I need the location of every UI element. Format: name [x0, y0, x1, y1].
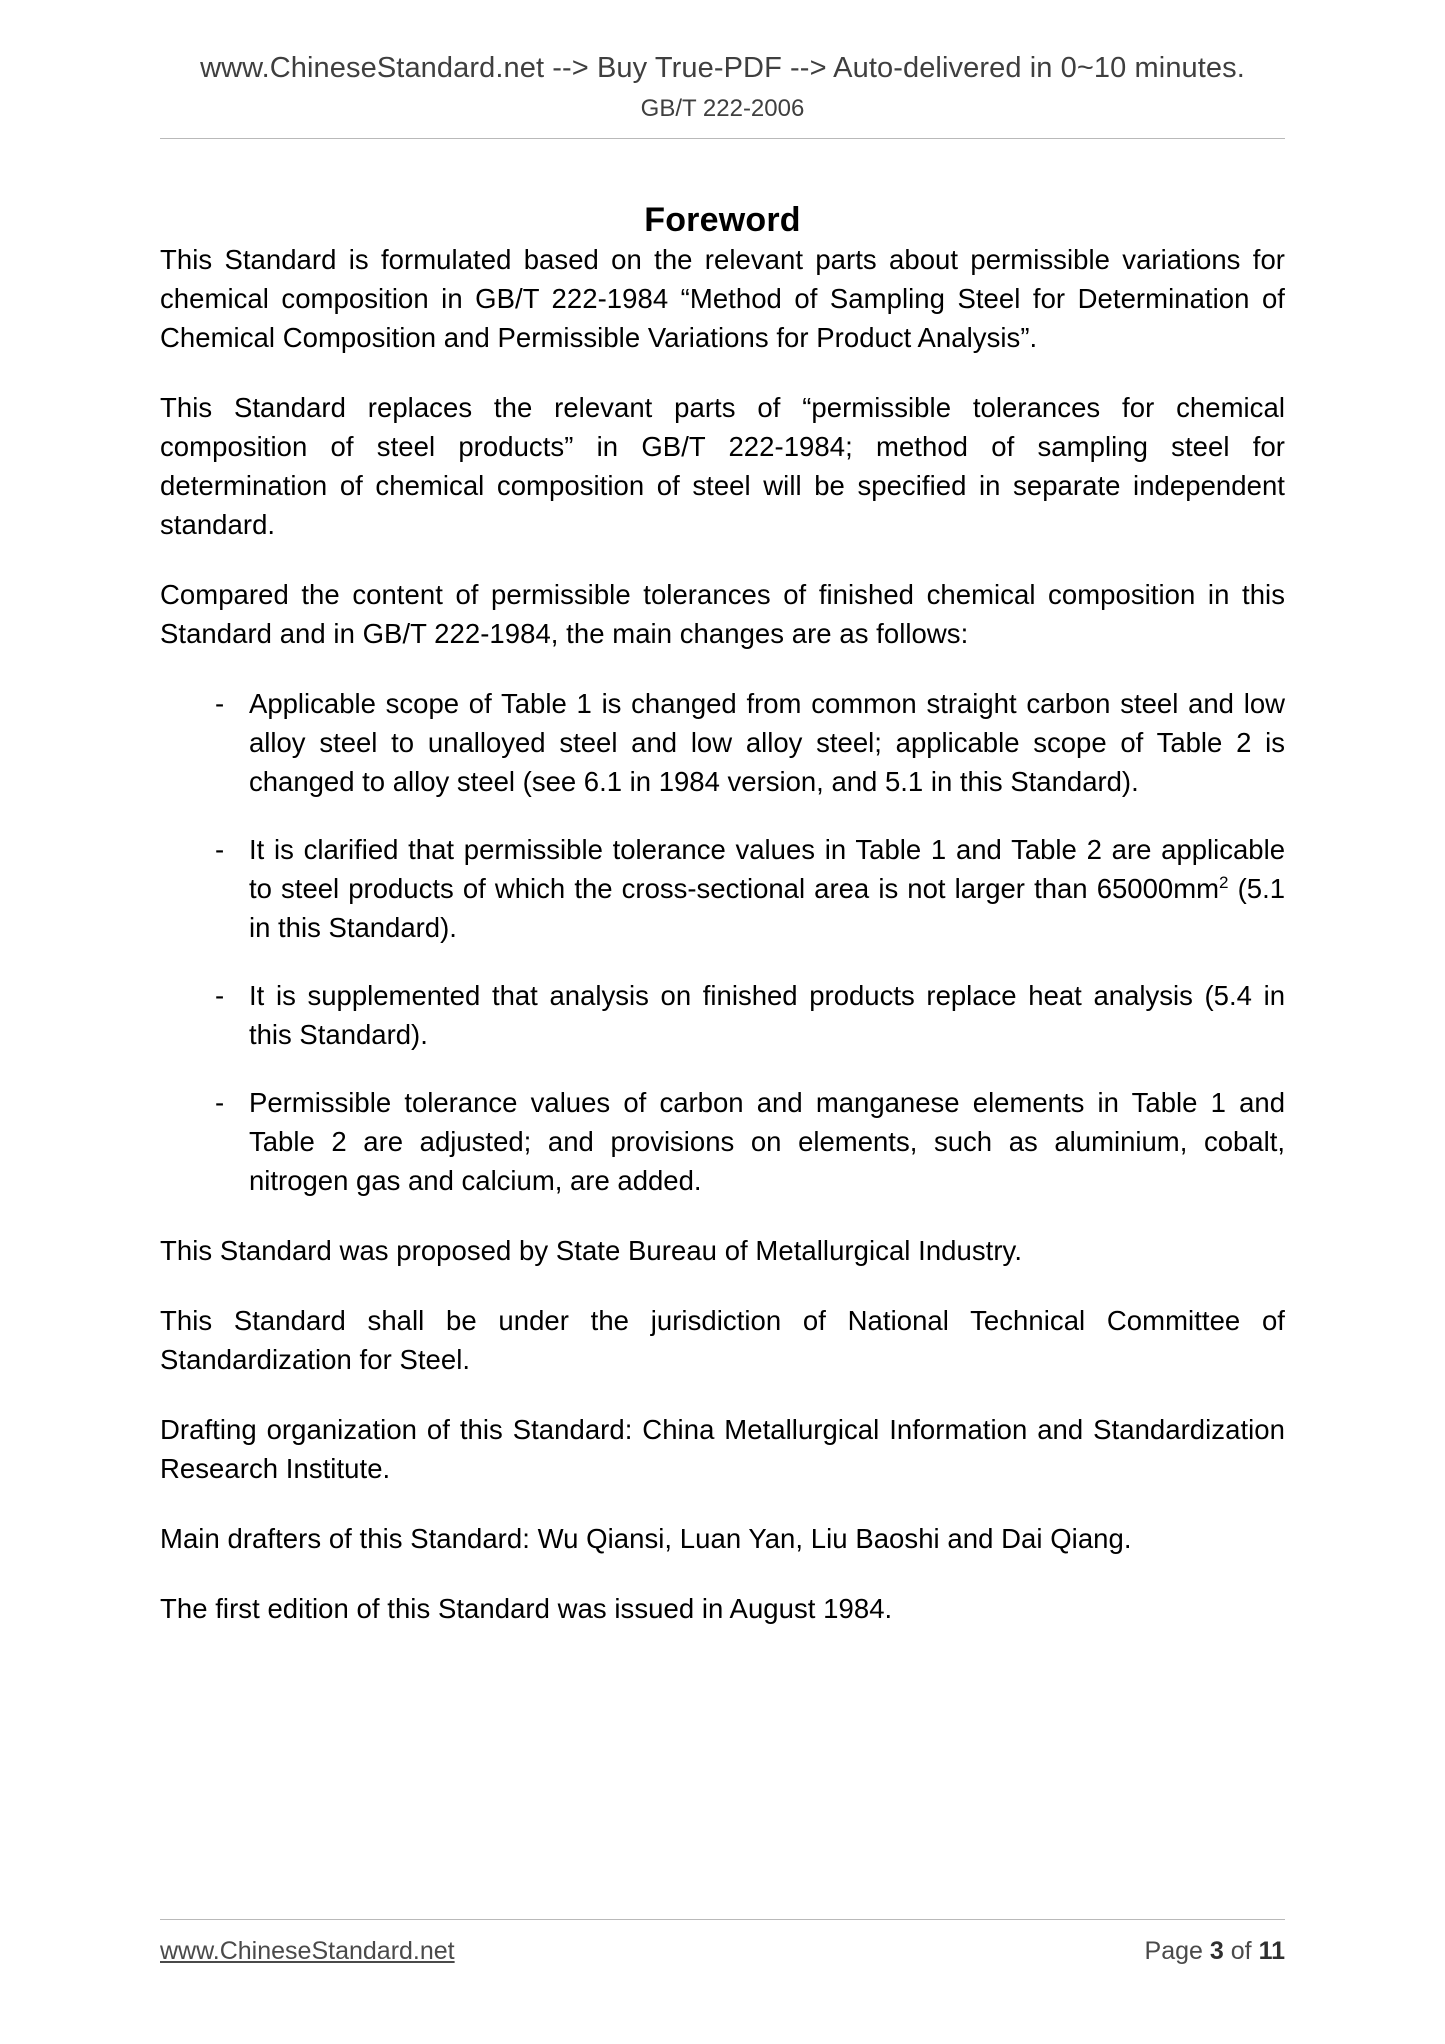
paragraph-intro-3: Compared the content of permissible tolerances of finished chemical composition in this Standard and in GB/T 222-1984, the main changes are as follows:	[160, 579, 1285, 650]
list-item-text: Applicable scope of Table 1 is changed from common straight carbon steel and low alloy steel to unalloyed steel and low alloy steel; applicable scope of Table 2 is changed to alloy steel (see 6.1 in 1984 version, and 5.1 in this Standard).	[249, 688, 1285, 798]
standard-number: GB/T 222-2006	[640, 95, 805, 123]
page-footer	[160, 1919, 1285, 1966]
paragraph-intro-1: This Standard is formulated based on the relevant parts about permissible variations for chemical composition in GB/T 222-1984 “Method of Sampling Steel for Determination of Chemical Composition and Permissible Variations for Product Analysis”.	[160, 244, 1285, 354]
bullet-dash-icon: -	[215, 980, 225, 1012]
page-number-indicator	[1145, 1936, 1285, 1966]
document-body	[0, 139, 1445, 2044]
page-label-of: of	[1230, 1937, 1252, 1965]
list-item-text: It is supplemented that analysis on finished products replace heat analysis (5.4 in this Standard).	[249, 980, 1285, 1051]
paragraph-jurisdiction: This Standard shall be under the jurisdiction of National Technical Committee of Standardization for Steel.	[160, 1305, 1285, 1376]
paragraph-intro-2: This Standard replaces the relevant parts of “permissible tolerances for chemical composition of steel products” in GB/T 222-1984; method of sampling steel for determination of chemical composition of steel will be specified in separate independent standard.	[160, 392, 1285, 541]
page-number-current: 3	[1209, 1937, 1224, 1965]
changes-list	[160, 684, 1285, 1200]
list-item	[215, 684, 1285, 801]
footer-row	[160, 1936, 1285, 1966]
page-header	[0, 0, 1445, 139]
page-title: Foreword	[644, 201, 801, 240]
footer-divider	[160, 1919, 1285, 1920]
paragraph-first-edition: The first edition of this Standard was issued in August 1984.	[160, 1593, 893, 1625]
list-item-text-before-superscript: It is clarified that permissible tolerance values in Table 1 and Table 2 are applicable to steel products of which the cross-sectional area is not larger than 65000mm	[249, 834, 1285, 905]
list-item-text: Permissible tolerance values of carbon and manganese elements in Table 1 and Table 2 are adjusted; and provisions on elements, such as aluminium, cobalt, nitrogen gas and calcium, are added.	[249, 1087, 1285, 1197]
paragraph-main-drafters: Main drafters of this Standard: Wu Qiansi, Luan Yan, Liu Baoshi and Dai Qiang.	[160, 1523, 1132, 1555]
paragraph-drafting-organization: Drafting organization of this Standard: China Metallurgical Information and Standardization Research Institute.	[160, 1414, 1285, 1485]
footer-website-link[interactable]: www.ChineseStandard.net	[160, 1937, 455, 1965]
list-item-text-after-superscript: (5.1 in this Standard).	[249, 873, 1286, 944]
list-item	[215, 1083, 1285, 1200]
list-item	[215, 976, 1285, 1054]
page-label-prefix: Page	[1144, 1937, 1203, 1965]
list-item	[215, 830, 1285, 947]
bullet-dash-icon: -	[215, 688, 225, 720]
bullet-dash-icon: -	[215, 834, 225, 866]
paragraph-proposed-by: This Standard was proposed by State Bureau of Metallurgical Industry.	[160, 1235, 1023, 1267]
promo-banner-text: www.ChineseStandard.net --> Buy True-PDF --> Auto-delivered in 0~10 minutes.	[200, 52, 1245, 84]
superscript-two: 2	[1219, 872, 1229, 892]
page-number-total: 11	[1258, 1937, 1285, 1965]
list-item-text	[249, 830, 1285, 947]
bullet-dash-icon: -	[215, 1087, 225, 1119]
